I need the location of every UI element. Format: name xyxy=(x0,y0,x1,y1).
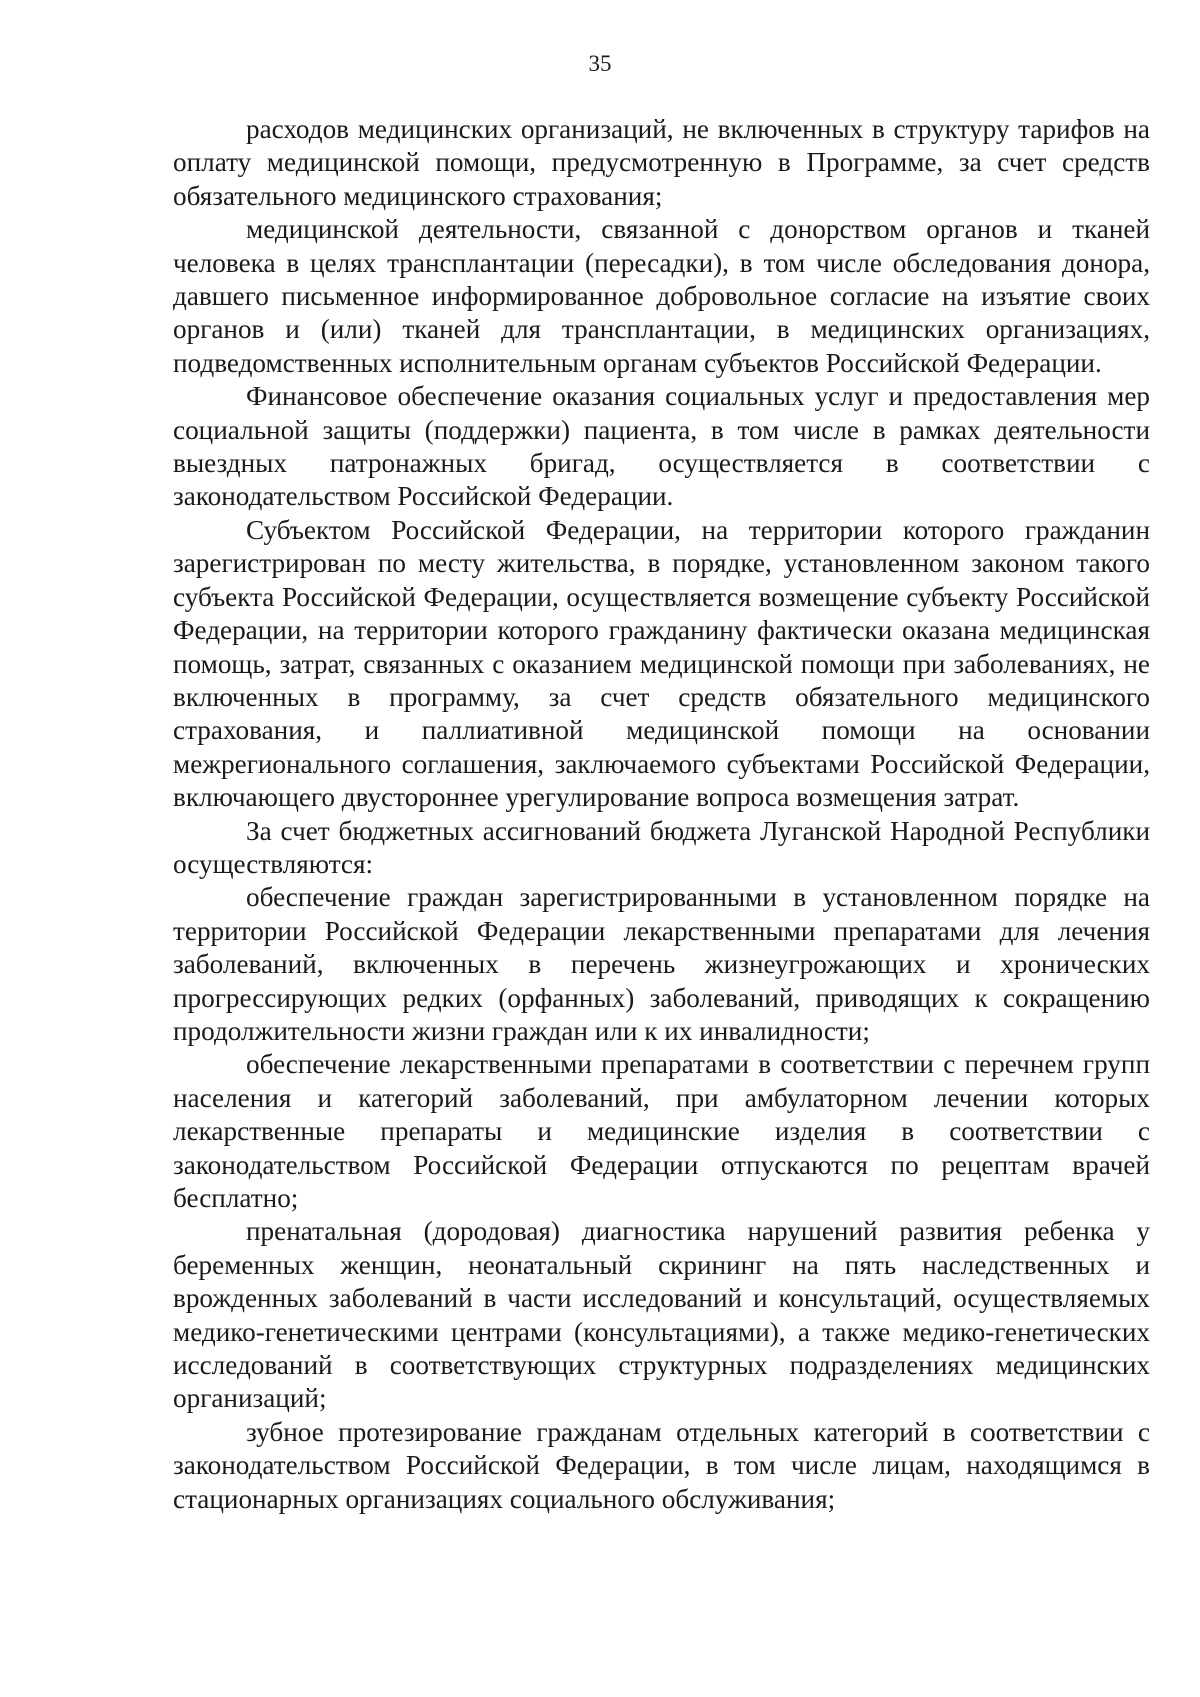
paragraph: обеспечение граждан зарегистрированными в установленном порядке на территории Российской Федерации лекарственными препаратами для лечения заболеваний, включенных в перечень жизнеугрожающих и хронических прогрессирующих редких (орфанных) заболеваний, приводящих к сокращению продолжительности жизни граждан или к их инвалидности; xyxy=(173,882,1150,1046)
paragraph: медицинской деятельности, связанной с донорством органов и тканей человека в целях трансплантации (пересадки), в том числе обследования донора, давшего письменное информированное добровольное согласие на изъятие своих органов и (или) тканей для трансплантации, в медицинских организациях, подведомственных исполнительным органам субъектов Российской Федерации. xyxy=(173,214,1150,378)
paragraph: расходов медицинских организаций, не включенных в структуру тарифов на оплату медицинской помощи, предусмотренную в Программе, за счет средств обязательного медицинского страхования; xyxy=(173,114,1150,211)
paragraph: Субъектом Российской Федерации, на территории которого гражданин зарегистрирован по месту жительства, в порядке, установленном законом такого субъекта Российской Федерации, осуществляется возмещение субъекту Российской Федерации, на территории которого гражданину фактически оказана медицинская помощь, затрат, связанных с оказанием медицинской помощи при заболеваниях, не включенных в программу, за счет средств обязательного медицинского страхования, и паллиативной медицинской помощи на основании межрегионального соглашения, заключаемого субъектами Российской Федерации, включающего двустороннее урегулирование вопроса возмещения затрат. xyxy=(173,514,1150,813)
paragraph: Финансовое обеспечение оказания социальных услуг и предоставления мер социальной защиты (поддержки) пациента, в том числе в рамках деятельности выездных патронажных бригад, осуществляется в соответствии с законодательством Российской Федерации. xyxy=(173,381,1150,512)
document-body xyxy=(173,113,1150,1516)
page-number: 35 xyxy=(588,51,612,76)
paragraph: обеспечение лекарственными препаратами в соответствии с перечнем групп населения и категорий заболеваний, при амбулаторном лечении которых лекарственные препараты и медицинские изделия в соответствии с законодательством Российской Федерации отпускаются по рецептам врачей бесплатно; xyxy=(173,1049,1150,1213)
paragraph: За счет бюджетных ассигнований бюджета Луганской Народной Республики осуществляются: xyxy=(173,815,1150,879)
paragraph: пренатальная (дородовая) диагностика нарушений развития ребенка у беременных женщин, неонатальный скрининг на пять наследственных и врожденных заболеваний в части исследований и консультаций, осуществляемых медико-генетическими центрами (консультациями), а также медико-генетических исследований в соответствующих структурных подразделениях медицинских организаций; xyxy=(173,1216,1150,1414)
paragraph: зубное протезирование гражданам отдельных категорий в соответствии с законодательством Российской Федерации, в том числе лицам, находящимся в стационарных организациях социального обслуживания; xyxy=(173,1416,1150,1514)
